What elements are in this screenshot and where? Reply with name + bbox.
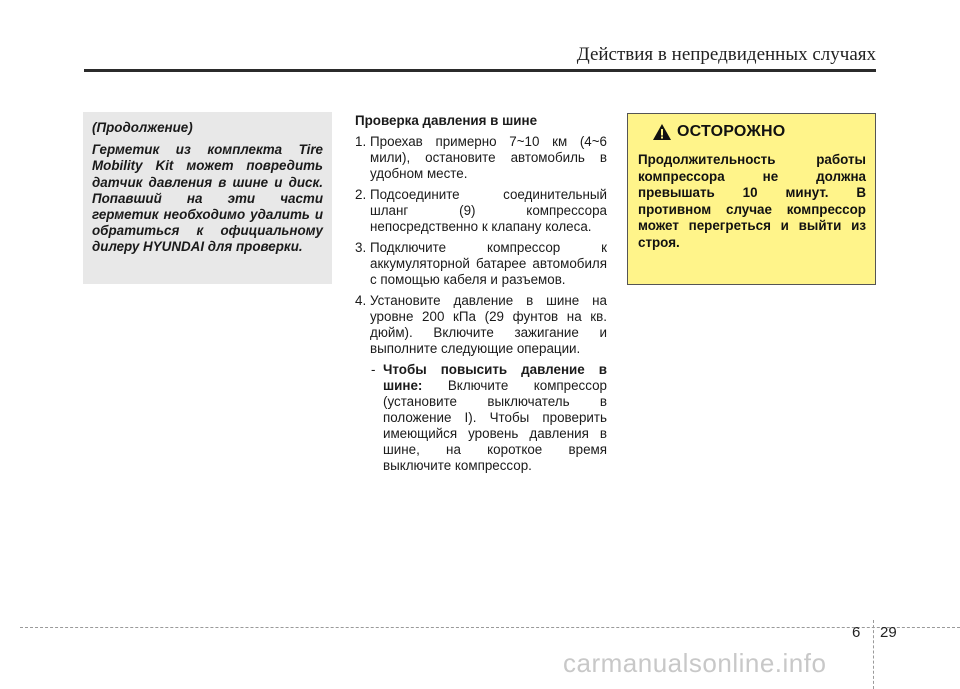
step-item [355, 240, 607, 288]
step-item [355, 134, 607, 182]
page-number: 29 [880, 624, 897, 641]
substep-body: Включите компрессор (установите выключатель в положение I). Чтобы проверить имеющийся уровень давления в шине, на короткое время выключите компрессор. [383, 378, 607, 473]
watermark: carmanualsonline.info [563, 648, 827, 678]
substep-dash: - [371, 362, 376, 377]
continued-note-box [83, 112, 332, 284]
caution-box [627, 113, 876, 285]
section-title: Проверка давления в шине [355, 113, 538, 128]
substep-bold-lead: Чтобы повысить давление в шине: [383, 362, 607, 393]
step-number: 3. [355, 240, 367, 255]
step-number: 4. [355, 293, 367, 308]
caution-title: ОСТОРОЖНО [677, 123, 786, 140]
step-item [355, 187, 607, 235]
step-text: Подключите компрессор к аккумуляторной батарее автомобиля с помощью кабеля и разъемов. [370, 240, 607, 287]
tire-pressure-section [355, 113, 607, 474]
step-text: Подсоедините соединительный шланг (9) компрессора непосредственно к клапану колеса. [370, 187, 607, 234]
note-heading: (Продолжение) [92, 120, 193, 135]
step-text: Проехав примерно 7~10 км (4~6 мили), остановите автомобиль в удобном месте. [370, 134, 607, 181]
step-text: Установите давление в шине на уровне 200 кПа (29 фунтов на кв. дюйм). Включите зажигание и выполните следующие операции. [370, 293, 607, 356]
note-body: Герметик из комплекта Tire Mobility Kit может повредить датчик давления в шине и диск. Попавший на эти части герметик необходимо удалить и обратиться к официальному дилеру HYUNDAI для проверки. [92, 142, 323, 255]
step-number: 1. [355, 134, 367, 149]
step-number: 2. [355, 187, 367, 202]
caution-body: Продолжительность работы компрессора не должна превышать 10 минут. В противном случае компрессор может перегреться и выйти из строя. [638, 152, 866, 250]
step-item [355, 293, 607, 357]
warning-triangle-icon [652, 123, 672, 141]
header-rule [84, 69, 876, 72]
substep-text [383, 362, 607, 474]
substep-item [371, 362, 607, 474]
footer-rule [20, 627, 960, 628]
chapter-number: 6 [852, 624, 861, 641]
page-number-separator [873, 620, 874, 689]
caution-header [638, 123, 866, 141]
page-header-title: Действия в непредвиденных случаях [576, 44, 876, 65]
